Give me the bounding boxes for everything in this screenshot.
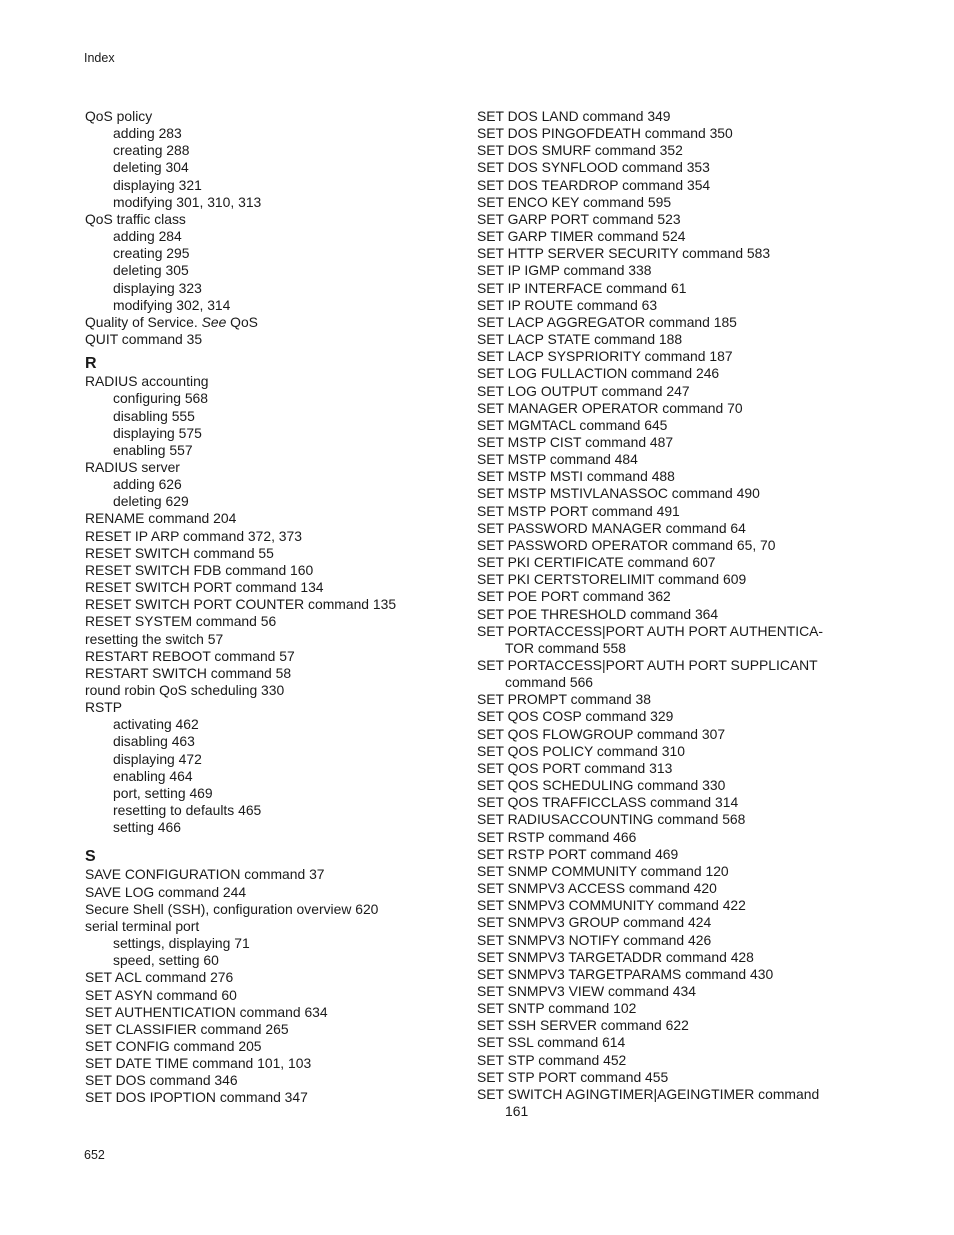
index-entry: SET STP command 452	[477, 1051, 627, 1068]
index-entry: RESET IP ARP command 372, 373	[85, 527, 302, 544]
index-subentry: displaying 472	[113, 750, 202, 767]
index-entry: SET MSTP CIST command 487	[477, 433, 674, 450]
index-entry: SET CONFIG command 205	[85, 1037, 262, 1054]
index-entry: SET ACL command 276	[85, 969, 234, 986]
index-subentry: activating 462	[113, 716, 199, 733]
index-subentry: setting 466	[113, 819, 181, 836]
index-entry: SET DOS SYNFLOOD command 353	[477, 159, 710, 176]
index-entry: SET ASYN command 60	[85, 986, 237, 1003]
index-entry: SET PORTACCESS|PORT AUTH PORT SUPPLICANT	[477, 657, 818, 673]
index-entry: SET MGMTACL command 645	[477, 416, 668, 433]
index-entry: SET DOS LAND command 349	[477, 108, 671, 124]
index-entry: SET RSTP command 466	[477, 828, 637, 845]
index-entry: SET SNMP COMMUNITY command 120	[477, 862, 729, 879]
index-entry: RESET SWITCH FDB command 160	[85, 561, 314, 578]
index-entry: RADIUS server	[85, 458, 180, 475]
index-entry: SET QOS COSP command 329	[477, 708, 674, 725]
index-entry: SET MSTP MSTIVLANASSOC command 490	[477, 485, 760, 502]
index-subentry: speed, setting 60	[113, 952, 219, 969]
index-entry: SET DOS IPOPTION command 347	[85, 1089, 308, 1106]
index-entry: SET LACP AGGREGATOR command 185	[477, 313, 737, 330]
index-subentry: resetting to defaults 465	[113, 802, 262, 819]
index-entry: SET CLASSIFIER command 265	[85, 1020, 289, 1037]
index-entry: RADIUS accounting	[85, 373, 209, 390]
index-entry: RESTART SWITCH command 58	[85, 664, 292, 681]
index-subentry: disabling 463	[113, 733, 195, 750]
index-entry: SET SWITCH AGINGTIMER|AGEINGTIMER command	[477, 1085, 820, 1102]
index-entry: RESTART REBOOT command 57	[85, 647, 295, 664]
index-entry: SET LACP SYSPRIORITY command 187	[477, 348, 733, 365]
index-entry: serial terminal port	[85, 917, 200, 934]
index-column-left	[85, 108, 465, 1107]
index-entry: SET MSTP command 484	[477, 451, 638, 468]
index-entry: RESET SWITCH command 55	[85, 544, 274, 561]
index-subentry: creating 295	[113, 245, 190, 262]
index-entry: SET SNMPV3 VIEW command 434	[477, 982, 696, 999]
index-subentry: disabling 555	[113, 407, 195, 424]
index-entry: SET SNMPV3 NOTIFY command 426	[477, 931, 712, 948]
index-entry: SET SNMPV3 GROUP command 424	[477, 914, 712, 931]
index-subentry: adding 284	[113, 228, 182, 245]
index-entry: SET GARP PORT command 523	[477, 210, 681, 227]
index-block-s	[85, 866, 465, 1106]
index-entry: SET QOS PORT command 313	[477, 759, 673, 776]
index-entry: SET DOS command 346	[85, 1072, 238, 1089]
index-entry: round robin QoS scheduling 330	[85, 682, 285, 698]
index-entry: SET MANAGER OPERATOR command 70	[477, 399, 743, 416]
index-entry: SET PASSWORD OPERATOR command 65, 70	[477, 536, 776, 553]
index-entry: SET PKI CERTIFICATE command 607	[477, 554, 716, 571]
index-entry: SET SNMPV3 TARGETADDR command 428	[477, 948, 754, 965]
index-entry: SET POE PORT command 362	[477, 588, 671, 605]
running-head: Index	[84, 51, 115, 65]
index-entry: SET QOS TRAFFICCLASS command 314	[477, 794, 739, 811]
index-entry: SET DATE TIME command 101, 103	[85, 1055, 312, 1072]
see-word: See	[201, 313, 227, 330]
index-entry: SET PASSWORD MANAGER command 64	[477, 519, 746, 536]
index-subentry: modifying 301, 310, 313	[113, 193, 262, 210]
index-entry: QoS traffic class	[85, 210, 186, 227]
index-entry: SET DOS PINGOFDEATH command 350	[477, 125, 733, 142]
index-subentry: enabling 557	[113, 441, 193, 458]
index-subentry: port, setting 469	[113, 784, 213, 801]
index-entry: SET MSTP MSTI command 488	[477, 468, 675, 485]
index-column-right	[477, 108, 877, 1120]
index-entry: SET ENCO KEY command 595	[477, 193, 672, 210]
index-subentry: enabling 464	[113, 767, 193, 784]
index-entry: QoS policy	[85, 108, 153, 124]
index-entry: RESET SWITCH PORT COUNTER command 135	[85, 596, 397, 613]
index-entry: SET POE THRESHOLD command 364	[477, 605, 719, 622]
index-entry: QUIT command 35	[85, 331, 203, 348]
index-entry-continuation: command 566	[505, 674, 594, 691]
index-subentry: displaying 575	[113, 424, 202, 441]
index-entry: SET AUTHENTICATION command 634	[85, 1003, 328, 1020]
index-entry-continuation: 161	[505, 1103, 529, 1120]
index-entry: RESET SWITCH PORT command 134	[85, 579, 324, 596]
index-entry: SET HTTP SERVER SECURITY command 583	[477, 245, 771, 262]
index-subentry: configuring 568	[113, 390, 208, 407]
index-block-q	[85, 108, 465, 348]
index-entry: SET MSTP PORT command 491	[477, 502, 680, 519]
index-entry: SET QOS POLICY command 310	[477, 742, 685, 759]
index-entry: SET RSTP PORT command 469	[477, 845, 679, 862]
index-entry: RESET SYSTEM command 56	[85, 613, 277, 630]
index-entry: SET SNTP command 102	[477, 1000, 637, 1017]
index-subentry: deleting 629	[113, 493, 189, 510]
index-entry: SET SNMPV3 COMMUNITY command 422	[477, 897, 746, 914]
index-entry-see-reference	[85, 314, 465, 331]
index-subentry: displaying 323	[113, 279, 202, 296]
index-entry: SET DOS TEARDROP command 354	[477, 176, 711, 193]
index-entry: SET QOS SCHEDULING command 330	[477, 777, 726, 794]
index-entry: RSTP	[85, 699, 123, 716]
index-entry: SET PROMPT command 38	[477, 691, 651, 708]
index-entry: resetting the switch 57	[85, 630, 224, 647]
index-subentry: deleting 304	[113, 159, 189, 176]
index-entry: SET SSH SERVER command 622	[477, 1017, 689, 1034]
index-entry: SET SNMPV3 TARGETPARAMS command 430	[477, 965, 774, 982]
index-entry: SET SNMPV3 ACCESS command 420	[477, 880, 717, 897]
index-entry: RENAME command 204	[85, 510, 237, 527]
section-letter-s: S	[85, 848, 96, 866]
index-subentry: deleting 305	[113, 262, 189, 279]
index-entry: SET IP INTERFACE command 61	[477, 279, 687, 296]
section-letter-r: R	[85, 355, 97, 373]
index-subentry: adding 626	[113, 476, 182, 493]
index-subentry: modifying 302, 314	[113, 296, 231, 313]
index-entry: SET IP IGMP command 338	[477, 262, 652, 279]
index-entry-continuation: TOR command 558	[505, 639, 626, 656]
index-entry: Secure Shell (SSH), configuration overview 620	[85, 900, 379, 917]
index-entry: SAVE LOG command 244	[85, 883, 247, 900]
index-subentry: displaying 321	[113, 176, 202, 193]
index-block-r	[85, 373, 465, 836]
page-number: 652	[84, 1148, 105, 1162]
index-entry: SAVE CONFIGURATION command 37	[85, 866, 325, 883]
index-entry: SET PKI CERTSTORELIMIT command 609	[477, 571, 747, 588]
index-entry: SET SSL command 614	[477, 1034, 626, 1051]
index-subentry: adding 283	[113, 125, 182, 142]
index-entry: SET RADIUSACCOUNTING command 568	[477, 811, 746, 828]
index-subentry: settings, displaying 71	[113, 935, 250, 952]
index-entry: SET LACP STATE command 188	[477, 331, 683, 348]
index-entry: SET STP PORT command 455	[477, 1068, 669, 1085]
index-entry: SET GARP TIMER command 524	[477, 228, 686, 245]
index-entry: SET IP ROUTE command 63	[477, 296, 658, 313]
index-entry: SET DOS SMURF command 352	[477, 142, 683, 159]
index-subentry: creating 288	[113, 142, 190, 159]
index-entry: SET PORTACCESS|PORT AUTH PORT AUTHENTICA-	[477, 622, 824, 639]
index-entry: SET LOG FULLACTION command 246	[477, 365, 720, 382]
index-entry: SET LOG OUTPUT command 247	[477, 382, 690, 399]
see-target: QoS	[226, 313, 258, 330]
index-entry: SET QOS FLOWGROUP command 307	[477, 725, 726, 742]
see-prefix: Quality of Service.	[85, 313, 202, 330]
